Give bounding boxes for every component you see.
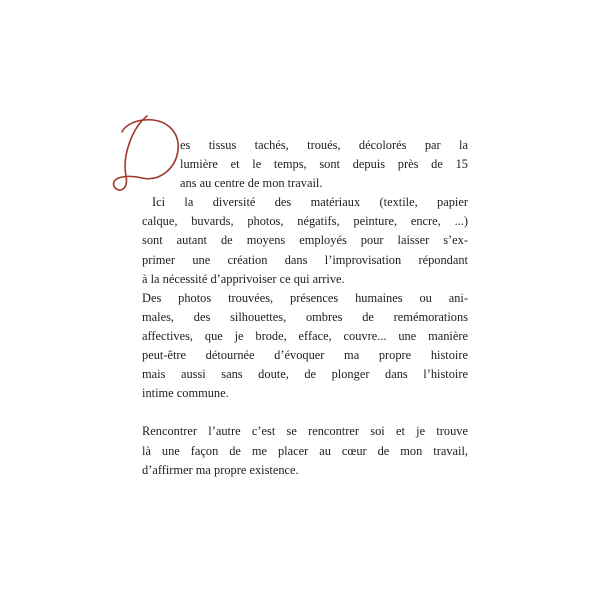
text-line: es tissus tachés, troués, décolorés par la <box>180 138 468 152</box>
text-line: Rencontrer l’autre c’est se rencontrer soi et je trouve <box>142 424 468 439</box>
text-line: primer une création dans l’improvisation répondant <box>142 252 468 267</box>
text-line: sont autant de moyens employés pour laisser s’ex- <box>142 233 468 248</box>
text-line: d’affirmer ma propre existence. <box>142 462 299 477</box>
text-line: peut-être détournée d’évoquer ma propre histoire <box>142 348 468 363</box>
body-text <box>142 136 468 480</box>
paragraph-gap <box>142 403 468 422</box>
text-line: Des photos trouvées, présences humaines ou ani- <box>142 290 468 305</box>
text-line: lumière et le temps, sont depuis près de 15 <box>180 157 468 172</box>
text-line: males, des silhouettes, ombres de remémorations <box>142 309 468 324</box>
text-line: Ici la diversité des matériaux (textile, papier <box>152 195 468 210</box>
text-line: à la nécessité d’apprivoiser ce qui arrive. <box>142 271 345 286</box>
text-line: intime commune. <box>142 386 229 401</box>
text-line: ans au centre de mon travail. <box>180 176 323 191</box>
text-line: là une façon de me placer au cœur de mon travail, <box>142 443 468 458</box>
text-line: calque, buvards, photos, négatifs, peinture, encre, ...) <box>142 214 468 229</box>
text-line: mais aussi sans doute, de plonger dans l’histoire <box>142 367 468 382</box>
text-line: affectives, que je brode, efface, couvre... une manière <box>142 328 468 343</box>
